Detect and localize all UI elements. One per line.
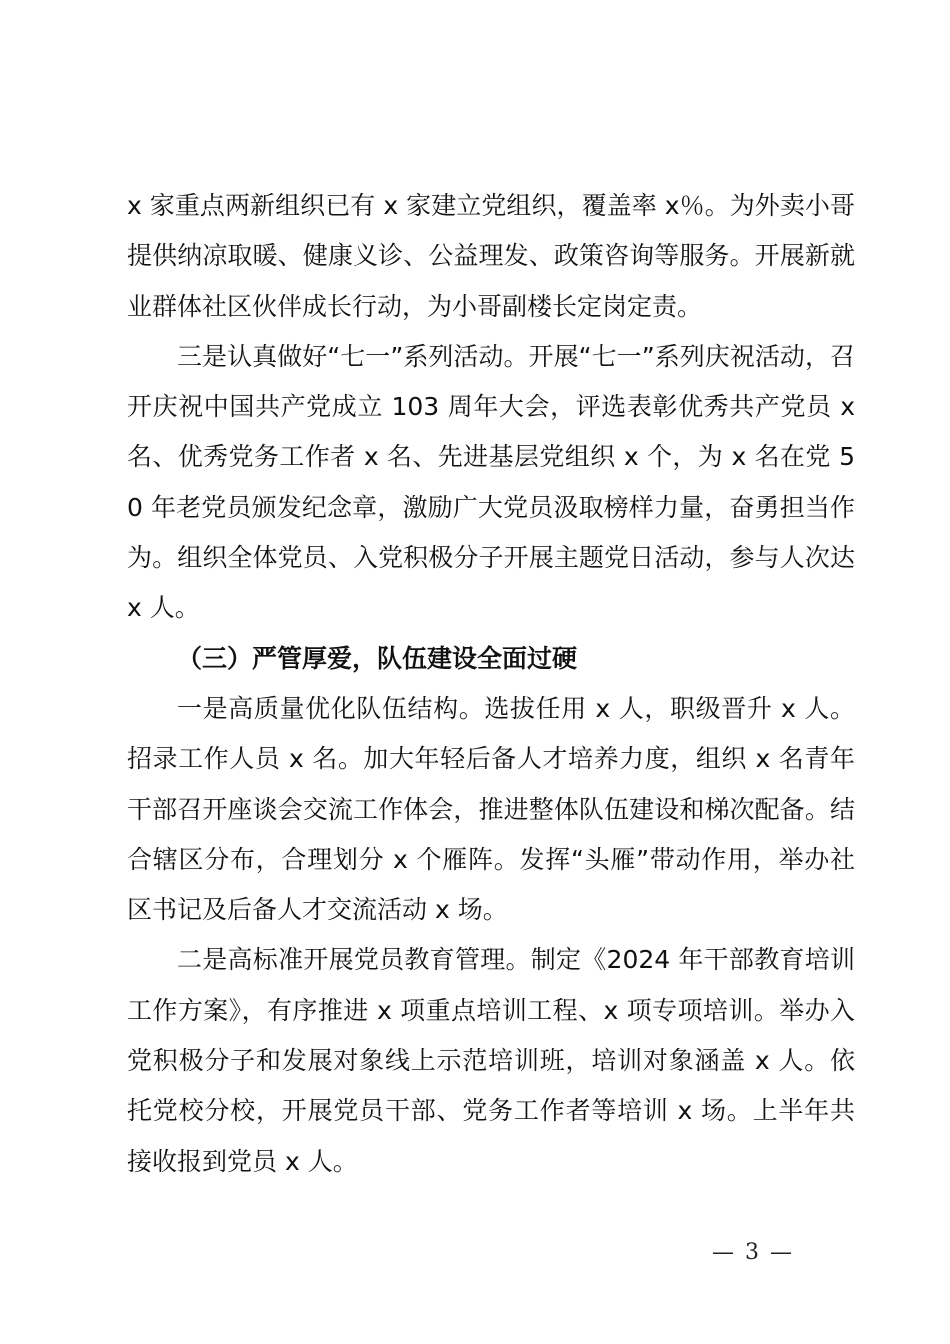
document-body <box>127 181 855 1187</box>
paragraph-3: 一是高质量优化队伍结构。选拔任用 x 人，职级晋升 x 人。招录工作人员 x 名。加大年轻后备人才培养力度，组织 x 名青年干部召开座谈会交流工作体会，推进整体队伍建设和梯次配备。结合辖区分布，合理划分 x 个雁阵。发挥“头雁”带动作用，举办社区书记及后备人才交流活动 x 场。 <box>127 693 855 925</box>
paragraph-1: x 家重点两新组织已有 x 家建立党组织，覆盖率 x％。为外卖小哥提供纳凉取暖、健康义诊、公益理发、政策咨询等服务。开展新就业群体社区伙伴成长行动，为小哥副楼长定岗定责。 <box>127 191 855 321</box>
paragraph-4: 二是高标准开展党员教育管理。制定《2024 年干部教育培训工作方案》，有序推进 x 项重点培训工程、x 项专项培训。举办入党积极分子和发展对象线上示范培训班，培训对象涵盖 x 人。依托党校分校，开展党员干部、党务工作者等培训 x 场。上半年共接收报到党员 x 人。 <box>127 945 855 1176</box>
page-number: — 3 — <box>712 1240 794 1265</box>
paragraph-2: 三是认真做好“七一”系列活动。开展“七一”系列庆祝活动，召开庆祝中国共产党成立 103 周年大会，评选表彰优秀共产党员 x 名、优秀党务工作者 x 名、先进基层党组织 x 个，为 x 名在党 50 年老党员颁发纪念章，激励广大党员汲取榜样力量，奋勇担当作为。组织全体党员、入党积极分子开展主题党日活动，参与人次达 x 人。 <box>127 341 855 623</box>
section-heading: （三）严管厚爱，队伍建设全面过硬 <box>177 643 578 673</box>
